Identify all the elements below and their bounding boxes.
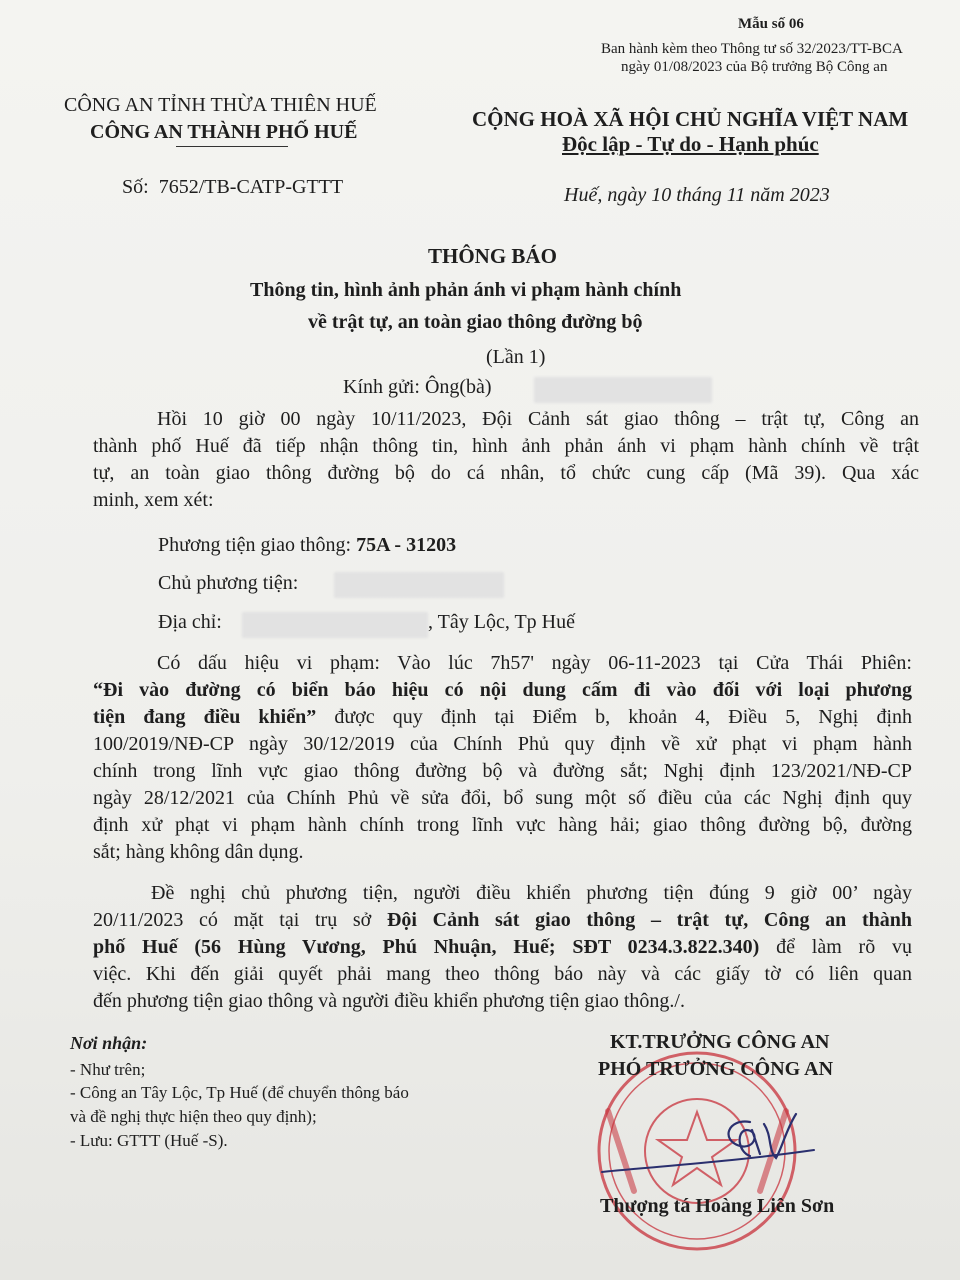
violation-paragraph: Có dấu hiệu vi phạm: Vào lúc 7h57' ngày 06-11-2023 tại Cửa Thái Phiên: “Đi vào đường có biển báo hiệu có nội dung cấm đi vào đối với loại phương tiện đang điều khiển” được quy định tại Điểm b, khoản 4, Điều 5, Nghị định 100/2019/NĐ-CP ngày 30/12/2019 của Chính Phủ quy định về xử phạt vi phạm hành chính trong lĩnh vực giao thông đường bộ và đường sắt; Nghị định 123/2021/NĐ-CP ngày 28/12/2021 của Chính Phủ về sửa đổi, bổ sung một số điều của các Nghị định quy định xử phạt vi phạm hành chính trong lĩnh vực hàng hải; giao thông đường bộ, đường sắt; hàng không dân dụng. <box>93 652 912 863</box>
document-number: Số: 7652/TB-CATP-GTTT <box>122 176 344 198</box>
recipients-item: và đề nghị thực hiện theo quy định); <box>70 1107 317 1126</box>
license-plate: 75A - 31203 <box>356 534 457 556</box>
title-sub2: về trật tự, an toàn giao thông đường bộ <box>308 311 643 333</box>
recipients-item: - Như trên; <box>70 1060 146 1079</box>
recipient-label: Kính gửi: Ông(bà) <box>343 376 492 398</box>
agency-parent: CÔNG AN TỈNH THỪA THIÊN HUẾ <box>64 94 377 116</box>
nation-motto: Độc lập - Tự do - Hạnh phúc <box>562 132 819 156</box>
place-date: Huế, ngày 10 tháng 11 năm 2023 <box>564 184 830 206</box>
intro-paragraph: Hồi 10 giờ 00 ngày 10/11/2023, Đội Cảnh sát giao thông – trật tự, Công an thành phố Huế đã tiếp nhận thông tin, hình ảnh phản ánh vi phạm hành chính về trật tự, an toàn giao thông đường bộ do cá nhân, tổ chức cung cấp (Mã 39). Qua xác minh, xem xét: <box>93 408 919 511</box>
nation-name: CỘNG HOÀ XÃ HỘI CHỦ NGHĨA VIỆT NAM <box>472 107 909 131</box>
vehicle-line: Phương tiện giao thông: 75A - 31203 <box>158 534 457 556</box>
redacted-address <box>242 612 428 638</box>
handwritten-signature <box>600 1100 820 1190</box>
signature-title-line2: PHÓ TRƯỞNG CÔNG AN <box>598 1058 834 1080</box>
address-tail: , Tây Lộc, Tp Huế <box>428 611 576 633</box>
redacted-owner-name <box>334 572 504 598</box>
recipients-item: - Lưu: GTTT (Huế -S). <box>70 1131 228 1150</box>
agency-name: CÔNG AN THÀNH PHỐ HUẾ <box>90 121 358 143</box>
signer-name: Thượng tá Hoàng Liên Sơn <box>600 1195 835 1217</box>
document-title: THÔNG BÁO <box>428 244 557 268</box>
title-round: (Lần 1) <box>486 346 546 368</box>
form-issued-line2: ngày 01/08/2023 của Bộ trưởng Bộ Công an <box>621 59 888 75</box>
recipients-item: - Công an Tây Lộc, Tp Huế (để chuyển thông báo <box>70 1083 409 1102</box>
recipients-heading: Nơi nhận: <box>70 1033 148 1053</box>
form-issued-line1: Ban hành kèm theo Thông tư số 32/2023/TT-BCA <box>601 41 903 57</box>
owner-label: Chủ phương tiện: <box>158 572 299 594</box>
address-label: Địa chỉ: <box>158 611 222 633</box>
request-paragraph: Đề nghị chủ phương tiện, người điều khiển phương tiện đúng 9 giờ 00’ ngày 20/11/2023 có mặt tại trụ sở Đội Cảnh sát giao thông – trật tự, Công an thành phố Huế (56 Hùng Vương, Phú Nhuận, Huế; SĐT 0234.3.822.340) để làm rõ vụ việc. Khi đến giải quyết phải mang theo thông báo này và các giấy tờ có liên quan đến phương tiện giao thông và người điều khiển phương tiện giao thông./. <box>93 882 912 1012</box>
agency-underline <box>176 146 288 147</box>
redacted-recipient-name <box>534 377 712 403</box>
signature-title-line1: KT.TRƯỞNG CÔNG AN <box>610 1031 830 1053</box>
form-number: Mẫu số 06 <box>738 16 804 32</box>
title-sub1: Thông tin, hình ảnh phản ánh vi phạm hành chính <box>250 279 682 301</box>
